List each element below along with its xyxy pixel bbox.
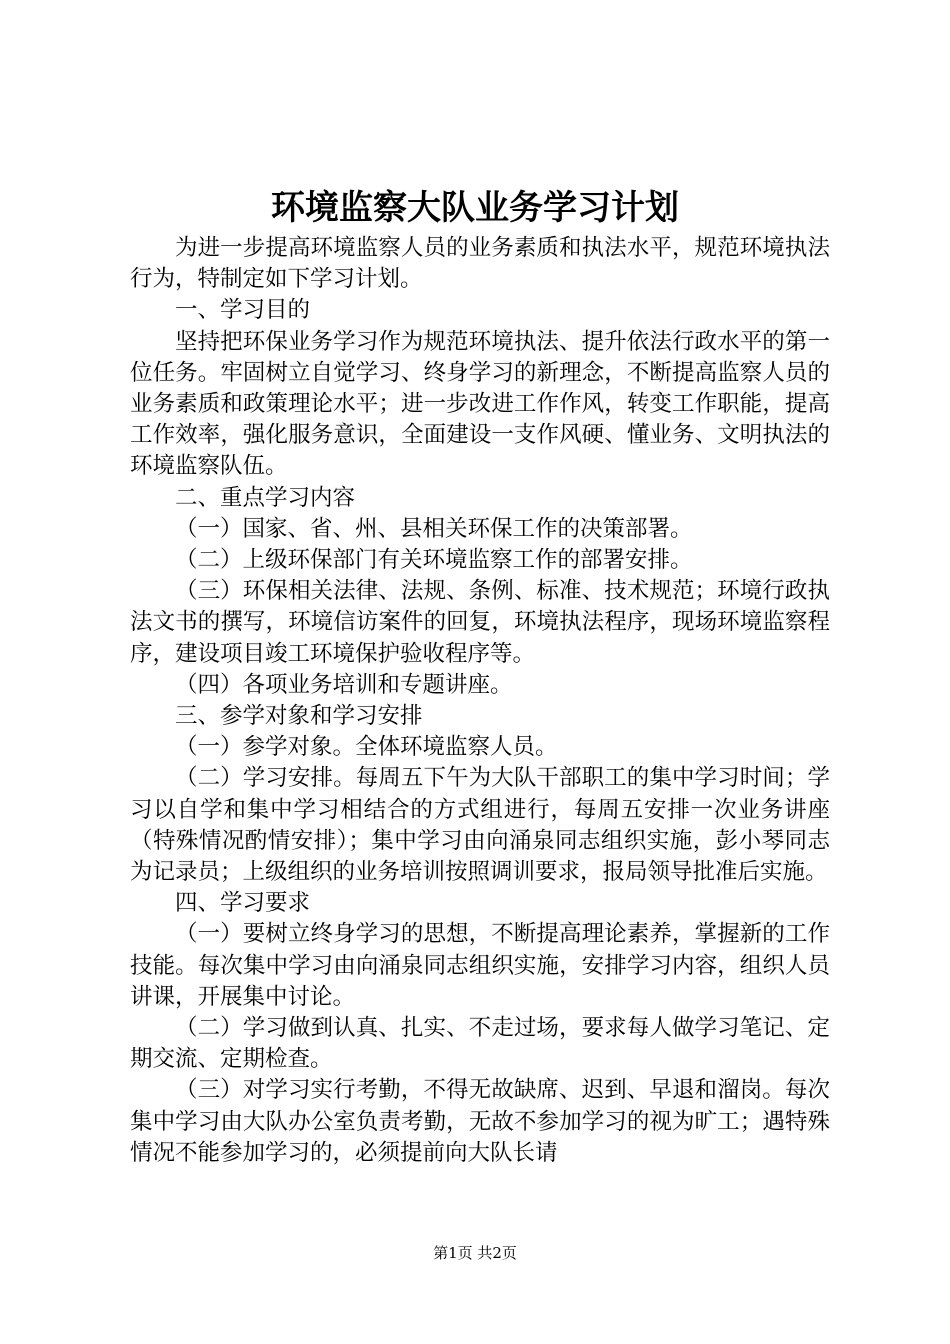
heading-participants-arrangement: 三、参学对象和学习安排	[175, 703, 423, 730]
paragraph-requirement-3: （三）对学习实行考勤，不得无故缺席、迟到、早退和溜岗。每次集中学习由大队办公室负责考勤，无故不参加学习的视为旷工；遇特殊情况不能参加学习的，必须提前向大队长请	[130, 1077, 830, 1166]
document-title: 环境监察大队业务学习计划	[271, 188, 679, 228]
paragraph-content-3: （三）环保相关法律、法规、条例、标准、技术规范；环境行政执法文书的撰写，环境信访案件的回复，环境执法程序，现场环境监察程序，建设项目竣工环境保护验收程序等。	[130, 578, 830, 667]
paragraph-content-2: （二）上级环保部门有关环境监察工作的部署安排。	[175, 547, 693, 574]
heading-requirements: 四、学习要求	[175, 890, 311, 917]
paragraph-intro: 为进一步提高环境监察人员的业务素质和执法水平，规范环境执法行为，特制定如下学习计划。	[130, 235, 830, 293]
paragraph-requirement-1: （一）要树立终身学习的思想，不断提高理论素养，掌握新的工作技能。每次集中学习由向涌泉同志组织实施，安排学习内容，组织人员讲课，开展集中讨论。	[130, 921, 830, 1010]
heading-key-content: 二、重点学习内容	[175, 484, 356, 511]
paragraph-arrangement: （二）学习安排。每周五下午为大队干部职工的集中学习时间；学习以自学和集中学习相结合的方式组进行，每周五安排一次业务讲座（特殊情况酌情安排）；集中学习由向涌泉同志组织实施，彭小琴同志为记录员；上级组织的业务培训按照调训要求，报局领导批准后实施。	[130, 765, 830, 886]
paragraph-requirement-2: （二）学习做到认真、扎实、不走过场，要求每人做学习笔记、定期交流、定期检查。	[130, 1015, 830, 1073]
document-body	[130, 233, 830, 1169]
paragraph-participants: （一）参学对象。全体环境监察人员。	[175, 734, 558, 761]
page-footer: 第1页 共2页	[433, 1244, 517, 1262]
paragraph-purpose: 坚持把环保业务学习作为规范环境执法、提升依法行政水平的第一位任务。牢固树立自觉学习、终身学习的新理念，不断提高监察人员的业务素质和政策理论水平；进一步改进工作作风，转变工作职能，提高工作效率，强化服务意识，全面建设一支作风硬、懂业务、文明执法的环境监察队伍。	[130, 328, 830, 480]
paragraph-content-4: （四）各项业务培训和专题讲座。	[175, 671, 513, 698]
paragraph-content-1: （一）国家、省、州、县相关环保工作的决策部署。	[175, 515, 693, 542]
heading-learning-purpose: 一、学习目的	[175, 297, 311, 324]
